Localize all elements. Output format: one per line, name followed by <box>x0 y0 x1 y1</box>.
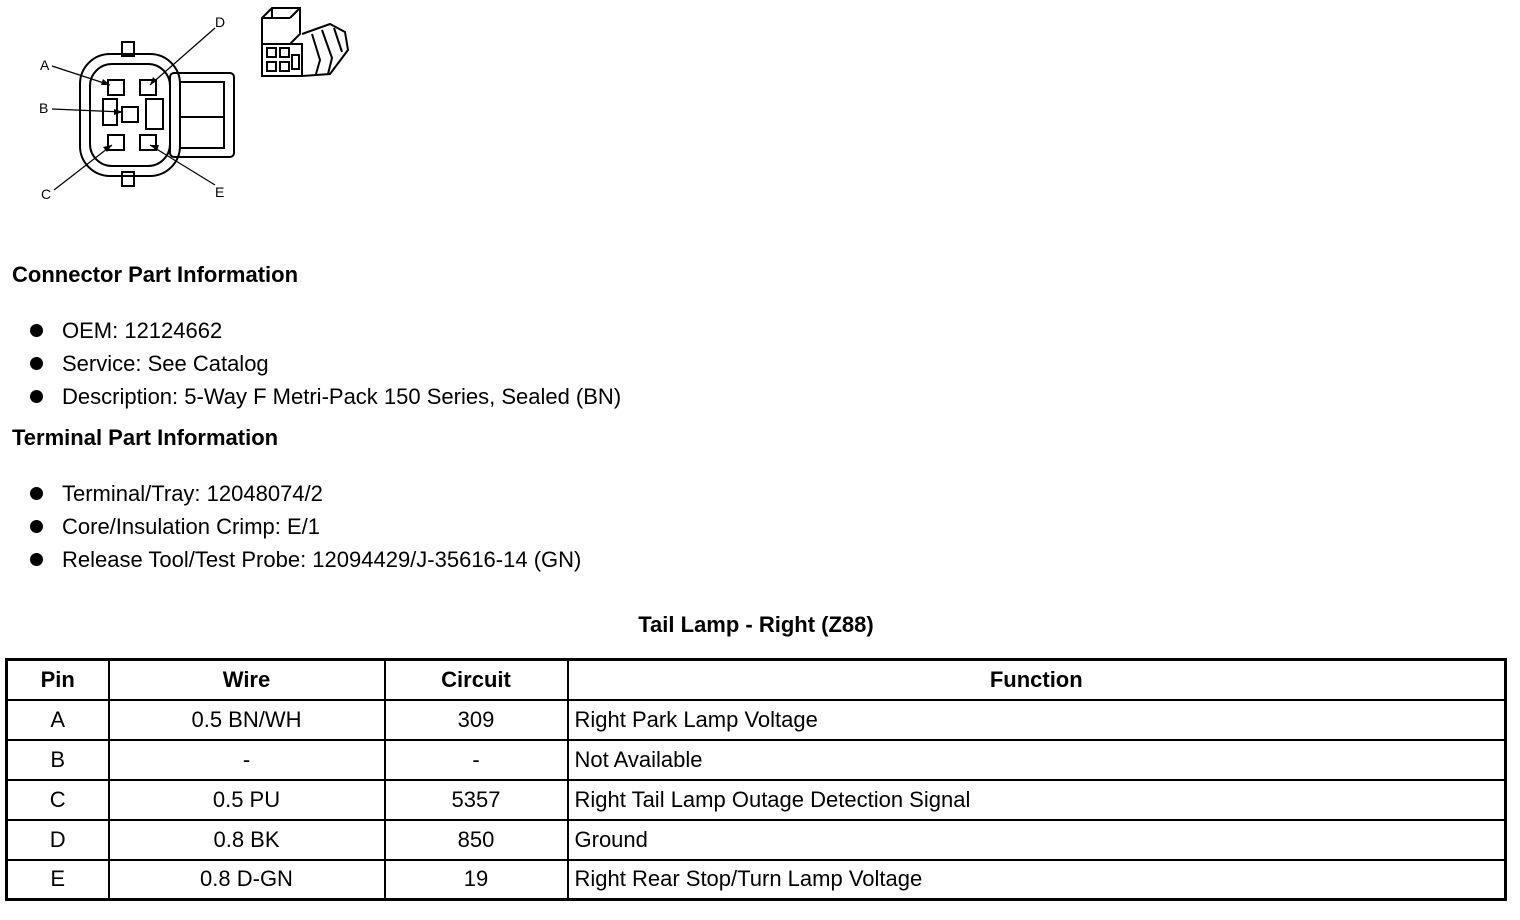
list-item: Release Tool/Test Probe: 12094429/J-35616-14 (GN) <box>30 543 581 576</box>
cell-circuit: 309 <box>385 700 568 740</box>
cell-pin: C <box>7 780 109 820</box>
table-row <box>7 700 1506 740</box>
header-pin: Pin <box>7 660 109 700</box>
header-function: Function <box>568 660 1506 700</box>
cell-wire: 0.8 BK <box>109 820 385 860</box>
connector-latch-inner <box>180 82 224 148</box>
cell-circuit: 850 <box>385 820 568 860</box>
connector-info-list <box>30 314 621 413</box>
cell-function: Not Available <box>568 740 1506 780</box>
cell-circuit: 5357 <box>385 780 568 820</box>
connector-diagram <box>0 0 370 215</box>
bullet-icon <box>30 487 43 500</box>
table-header-row <box>7 660 1506 700</box>
pin-label-e: E <box>215 184 225 200</box>
pin-label-b: B <box>39 100 49 116</box>
cell-pin: A <box>7 700 109 740</box>
list-item: Service: See Catalog <box>30 347 621 380</box>
connector-bottom-tab <box>122 172 134 186</box>
table-row <box>7 780 1506 820</box>
cell-wire: 0.5 BN/WH <box>109 700 385 740</box>
cell-pin: E <box>7 860 109 900</box>
table-row <box>7 820 1506 860</box>
bullet-icon <box>30 324 43 337</box>
terminal-info-list <box>30 477 581 576</box>
cell-function: Right Park Lamp Voltage <box>568 700 1506 740</box>
pin-label-a: A <box>40 57 50 73</box>
pin-label-c: C <box>41 186 52 202</box>
cavity-lock <box>146 99 163 129</box>
cell-function: Right Rear Stop/Turn Lamp Voltage <box>568 860 1506 900</box>
bullet-icon <box>30 520 43 533</box>
header-circuit: Circuit <box>385 660 568 700</box>
cell-pin: D <box>7 820 109 860</box>
pinout-table <box>5 658 1507 901</box>
cell-circuit: - <box>385 740 568 780</box>
pin-label-d: D <box>215 14 226 30</box>
connector-info-heading: Connector Part Information <box>12 262 299 287</box>
bullet-icon <box>30 390 43 403</box>
terminal-info-heading: Terminal Part Information <box>12 425 279 450</box>
table-row <box>7 740 1506 780</box>
bullet-icon <box>30 357 43 370</box>
cell-pin: B <box>7 740 109 780</box>
bullet-icon <box>30 553 43 566</box>
cell-function: Right Tail Lamp Outage Detection Signal <box>568 780 1506 820</box>
connector-isometric-view <box>262 8 348 76</box>
table-title: Tail Lamp - Right (Z88) <box>638 612 874 637</box>
cell-circuit: 19 <box>385 860 568 900</box>
cell-function: Ground <box>568 820 1506 860</box>
cell-wire: - <box>109 740 385 780</box>
list-item: Description: 5-Way F Metri-Pack 150 Series, Sealed (BN) <box>30 380 621 413</box>
table-row <box>7 860 1506 900</box>
cavity-a <box>108 80 124 95</box>
cell-wire: 0.8 D-GN <box>109 860 385 900</box>
header-wire: Wire <box>109 660 385 700</box>
list-item: Core/Insulation Crimp: E/1 <box>30 510 581 543</box>
list-item: Terminal/Tray: 12048074/2 <box>30 477 581 510</box>
cavity-b <box>122 107 138 122</box>
list-item: OEM: 12124662 <box>30 314 621 347</box>
cavity-c <box>108 135 124 150</box>
cell-wire: 0.5 PU <box>109 780 385 820</box>
